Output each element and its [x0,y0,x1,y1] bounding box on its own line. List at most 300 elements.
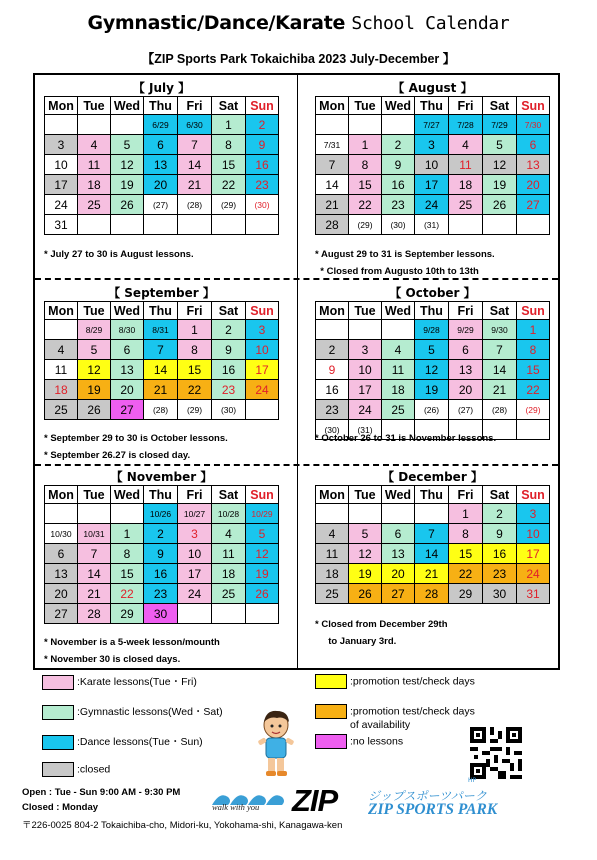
weekday-thu: Thu [415,302,449,320]
day-cell: 8 [111,544,144,564]
legend-swatch-promo-avail [315,704,347,719]
week-row [45,564,279,584]
empty-cell [178,215,212,235]
day-cell: 21 [178,175,212,195]
day-cell: 8/29 [78,320,111,340]
day-cell: 15 [349,175,382,195]
day-cell: 9 [212,340,246,360]
month-october [315,286,550,440]
day-cell: 6/30 [178,115,212,135]
month-table [315,301,550,440]
day-cell: 13 [111,360,144,380]
day-cell: 10 [45,155,78,175]
day-cell: 28 [316,215,349,235]
day-cell: 19 [246,564,279,584]
weekday-mon: Mon [316,302,349,320]
day-cell: 13 [382,544,415,564]
weekday-thu: Thu [415,97,449,115]
empty-cell [517,420,550,440]
day-cell: 13 [45,564,78,584]
weekday-fri: Fri [449,97,483,115]
month-note: * July 27 to 30 is August lessons. [44,249,194,260]
month-title: 【 August 】 [392,81,473,95]
day-cell: 12 [246,544,279,564]
day-cell: 4 [212,524,246,544]
day-cell: 24 [45,195,78,215]
empty-cell [382,115,415,135]
month-title: 【 July 】 [132,81,191,95]
day-cell: 8 [178,340,212,360]
month-note: * November 30 is closed days. [44,654,181,665]
day-cell: 11 [45,360,78,380]
week-row [316,360,550,380]
weekday-thu: Thu [415,486,449,504]
day-cell: 24 [178,584,212,604]
empty-cell [178,604,212,624]
day-cell: 15 [111,564,144,584]
week-row [316,400,550,420]
legend-swatch-closed [42,762,74,777]
day-cell: 29 [111,604,144,624]
week-row [45,195,279,215]
day-cell: 4 [382,340,415,360]
week-row [45,544,279,564]
week-row [316,155,550,175]
legend-swatch-gymnastic [42,705,74,720]
week-row [316,195,550,215]
weekday-wed: Wed [382,302,415,320]
day-cell: 3 [517,504,550,524]
day-cell: 11 [212,544,246,564]
day-cell: 28 [415,584,449,604]
empty-cell [316,320,349,340]
weekday-sat: Sat [212,302,246,320]
day-cell: (29) [212,195,246,215]
day-cell: 14 [483,360,517,380]
day-cell: 25 [212,584,246,604]
day-cell: 17 [246,360,279,380]
weekday-header-row [45,486,279,504]
day-cell: 11 [78,155,111,175]
day-cell: 10/26 [144,504,178,524]
empty-cell [382,320,415,340]
day-cell: 7 [78,544,111,564]
week-row [45,175,279,195]
day-cell: 1 [178,320,212,340]
month-title: 【 October 】 [389,286,476,300]
week-row [45,584,279,604]
week-row [45,360,279,380]
empty-cell [449,215,483,235]
day-cell: 5 [415,340,449,360]
day-cell: (28) [178,195,212,215]
day-cell: 3 [45,135,78,155]
legend-promo-avail-2: of availability [350,719,411,731]
legend-closed: :closed [77,763,111,776]
day-cell: 6 [449,340,483,360]
month-title: 【 September 】 [108,286,215,300]
day-cell: 9 [144,544,178,564]
empty-cell [246,400,279,420]
day-cell: 10/27 [178,504,212,524]
day-cell: 17 [415,175,449,195]
weekday-thu: Thu [144,97,178,115]
day-cell: 18 [449,175,483,195]
week-row [45,504,279,524]
day-cell: 19 [415,380,449,400]
weekday-header-row [316,486,550,504]
day-cell: 6 [111,340,144,360]
empty-cell [316,504,349,524]
day-cell: 5 [111,135,144,155]
day-cell: 21 [415,564,449,584]
weekday-sat: Sat [212,97,246,115]
day-cell: 1 [212,115,246,135]
day-cell: 20 [144,175,178,195]
weekday-fri: Fri [178,302,212,320]
empty-cell [111,504,144,524]
day-cell: 7 [415,524,449,544]
day-cell: 3 [246,320,279,340]
day-cell: 4 [449,135,483,155]
legend-promo: :promotion test/check days [350,675,475,688]
day-cell: 6 [382,524,415,544]
empty-cell [45,320,78,340]
day-cell: 25 [382,400,415,420]
week-row [316,175,550,195]
day-cell: 5 [349,524,382,544]
weekday-fri: Fri [178,486,212,504]
day-cell: 17 [517,544,550,564]
empty-cell [246,215,279,235]
legend-dance: :Dance lessons(Tue・Sun) [77,736,203,748]
day-cell: 14 [415,544,449,564]
day-cell: 19 [78,380,111,400]
day-cell: 10 [246,340,279,360]
day-cell: 10/28 [212,504,246,524]
qr-code-icon [470,727,522,779]
day-cell: 16 [483,544,517,564]
legend-swatch-no-lessons [315,734,347,749]
day-cell: 19 [349,564,382,584]
day-cell: (29) [178,400,212,420]
day-cell: (27) [144,195,178,215]
empty-cell [212,215,246,235]
column-divider [297,75,298,668]
day-cell: 8/31 [144,320,178,340]
week-row [316,320,550,340]
month-note: * August 29 to 31 is September lessons. [315,249,495,260]
mascot-boy-icon [253,708,299,780]
month-note: * October 26 to 31 is November lessons. [315,433,497,444]
weekday-tue: Tue [78,97,111,115]
day-cell: 22 [349,195,382,215]
weekday-mon: Mon [316,486,349,504]
day-cell: 23 [483,564,517,584]
month-note: * November is a 5-week lesson/mounth [44,637,220,648]
empty-cell [382,504,415,524]
day-cell: 12 [111,155,144,175]
day-cell: 22 [178,380,212,400]
day-cell: 14 [178,155,212,175]
day-cell: 9/28 [415,320,449,340]
week-row [316,504,550,524]
day-cell: 7/30 [517,115,550,135]
logo-hp: HP [468,777,477,784]
day-cell: 26 [246,584,279,604]
day-cell: 10 [415,155,449,175]
day-cell: 21 [483,380,517,400]
day-cell: 26 [349,584,382,604]
day-cell: 24 [349,400,382,420]
month-table [44,485,279,624]
day-cell: 22 [517,380,550,400]
day-cell: 18 [212,564,246,584]
day-cell: 6/29 [144,115,178,135]
day-cell: 23 [144,584,178,604]
day-cell: 7/31 [316,135,349,155]
day-cell: 1 [449,504,483,524]
day-cell: 28 [78,604,111,624]
week-row [45,320,279,340]
day-cell: 7/27 [415,115,449,135]
weekday-sun: Sun [517,486,550,504]
week-row [45,380,279,400]
weekday-sun: Sun [517,97,550,115]
day-cell: (29) [349,215,382,235]
day-cell: 12 [483,155,517,175]
empty-cell [144,215,178,235]
day-cell: 16 [382,175,415,195]
day-cell: 21 [78,584,111,604]
week-row [316,544,550,564]
day-cell: (28) [483,400,517,420]
day-cell: 1 [517,320,550,340]
weekday-wed: Wed [111,97,144,115]
day-cell: 27 [382,584,415,604]
weekday-mon: Mon [316,97,349,115]
day-cell: 26 [78,400,111,420]
weekday-tue: Tue [78,302,111,320]
month-note: * Closed from Augusto 10th to 13th [315,266,479,277]
day-cell: 18 [316,564,349,584]
day-cell: (30) [382,215,415,235]
day-cell: 26 [483,195,517,215]
day-cell: (28) [144,400,178,420]
empty-cell [349,320,382,340]
week-row [316,340,550,360]
weekday-wed: Wed [382,486,415,504]
title-bold: Gymnastic/Dance/Karate [87,12,346,34]
day-cell: (30) [316,420,349,440]
day-cell: 30 [483,584,517,604]
day-cell: 8 [449,524,483,544]
day-cell: 4 [316,524,349,544]
day-cell: 9 [483,524,517,544]
weekday-header-row [45,97,279,115]
day-cell: 18 [382,380,415,400]
empty-cell [78,504,111,524]
week-row [45,524,279,544]
week-row [316,380,550,400]
week-row [316,135,550,155]
day-cell: 27 [111,400,144,420]
day-cell: 10/29 [246,504,279,524]
month-note: * Closed from December 29th [315,619,448,630]
day-cell: 5 [483,135,517,155]
empty-cell [78,115,111,135]
week-row [45,155,279,175]
month-september [44,286,279,420]
day-cell: 15 [178,360,212,380]
weekday-wed: Wed [111,486,144,504]
day-cell: (26) [415,400,449,420]
day-cell: 14 [144,360,178,380]
day-cell: 23 [382,195,415,215]
day-cell: 18 [45,380,78,400]
day-cell: 19 [483,175,517,195]
week-row [316,115,550,135]
empty-cell [517,215,550,235]
day-cell: 6 [45,544,78,564]
legend-swatch-promo [315,674,347,689]
page-title [0,12,597,34]
weekday-sun: Sun [246,302,279,320]
empty-cell [212,604,246,624]
day-cell: 8 [212,135,246,155]
day-cell: 21 [144,380,178,400]
subtitle: 【ZIP Sports Park Tokaichiba 2023 July-December 】 [141,52,456,66]
day-cell: 10 [178,544,212,564]
day-cell: 24 [246,380,279,400]
month-title: 【 November 】 [110,470,213,484]
day-cell: 6 [517,135,550,155]
weekday-fri: Fri [449,486,483,504]
empty-cell [316,115,349,135]
legend-karate: :Karate lessons(Tue・Fri) [77,676,197,688]
day-cell: 12 [415,360,449,380]
day-cell: 30 [144,604,178,624]
day-cell: 14 [316,175,349,195]
day-cell: 2 [483,504,517,524]
day-cell: 31 [45,215,78,235]
day-cell: 7/29 [483,115,517,135]
month-table [315,96,550,235]
weekday-fri: Fri [449,302,483,320]
day-cell: 7 [316,155,349,175]
day-cell: 1 [111,524,144,544]
day-cell: 27 [45,604,78,624]
day-cell: 17 [178,564,212,584]
week-row [316,584,550,604]
day-cell: 22 [449,564,483,584]
day-cell: 9 [382,155,415,175]
footer-closed: Closed : Monday [22,802,99,813]
day-cell: 15 [517,360,550,380]
day-cell: 6 [144,135,178,155]
weekday-thu: Thu [144,486,178,504]
day-cell: 10/30 [45,524,78,544]
day-cell: 8 [517,340,550,360]
day-cell: 13 [144,155,178,175]
day-cell: 16 [316,380,349,400]
day-cell: 23 [212,380,246,400]
legend-swatch-dance [42,735,74,750]
footer-address: 〒226-0025 804-2 Tokaichiba-cho, Midori-ku, Yokohama-shi, Kanagawa-ken [22,820,343,831]
weekday-tue: Tue [78,486,111,504]
day-cell: 25 [316,584,349,604]
day-cell: 18 [78,175,111,195]
empty-cell [246,604,279,624]
day-cell: 7 [483,340,517,360]
day-cell: 15 [449,544,483,564]
day-cell: 16 [212,360,246,380]
day-cell: (30) [246,195,279,215]
weekday-header-row [316,97,550,115]
empty-cell [483,215,517,235]
month-august [315,81,550,235]
day-cell: 3 [415,135,449,155]
day-cell: 2 [144,524,178,544]
day-cell: 13 [517,155,550,175]
title-light: School Calendar [351,13,510,34]
day-cell: (31) [415,215,449,235]
day-cell: 20 [449,380,483,400]
day-cell: 3 [349,340,382,360]
weekday-fri: Fri [178,97,212,115]
logo-katakana: ジップスポーツパーク [368,789,487,803]
footer-open: Open : Tue - Sun 9:00 AM - 9:30 PM [22,787,181,798]
day-cell: 16 [144,564,178,584]
month-table [315,485,550,604]
weekday-tue: Tue [349,302,382,320]
week-row [45,135,279,155]
weekday-wed: Wed [111,302,144,320]
day-cell: 24 [517,564,550,584]
day-cell: 24 [415,195,449,215]
day-cell: 25 [45,400,78,420]
day-cell: 8/30 [111,320,144,340]
day-cell: 10 [349,360,382,380]
day-cell: 10 [517,524,550,544]
day-cell: 9 [246,135,279,155]
day-cell: 21 [316,195,349,215]
weekday-sat: Sat [212,486,246,504]
week-row [45,215,279,235]
month-november [44,470,279,624]
weekday-wed: Wed [382,97,415,115]
day-cell: 2 [246,115,279,135]
day-cell: 8 [349,155,382,175]
day-cell: 20 [517,175,550,195]
empty-cell [78,215,111,235]
month-december [315,470,550,604]
day-cell: 9/30 [483,320,517,340]
day-cell: 9/29 [449,320,483,340]
week-row [316,564,550,584]
month-note: * September 29 to 30 is October lessons. [44,433,228,444]
weekday-thu: Thu [144,302,178,320]
weekday-sat: Sat [483,97,517,115]
day-cell: 16 [246,155,279,175]
day-cell: 4 [78,135,111,155]
week-row [45,340,279,360]
day-cell: 25 [449,195,483,215]
day-cell: (29) [517,400,550,420]
day-cell: 17 [45,175,78,195]
day-cell: 31 [517,584,550,604]
day-cell: 26 [111,195,144,215]
